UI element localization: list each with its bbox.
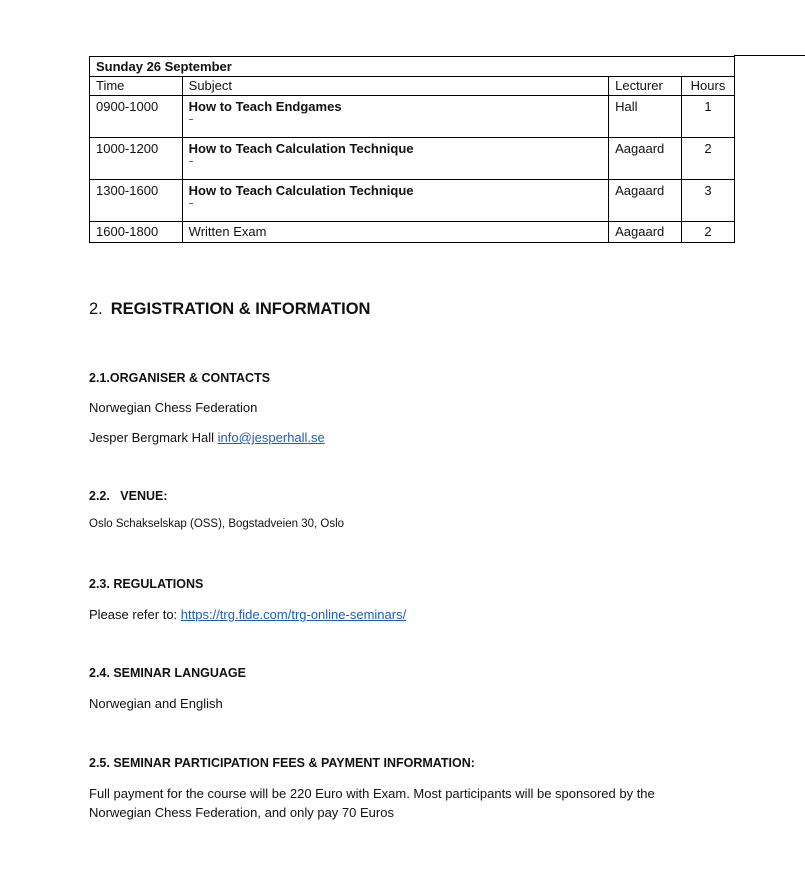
table-row (90, 222, 735, 243)
table-row (90, 180, 735, 222)
cell-subject (182, 138, 608, 180)
cell-subject (182, 96, 608, 138)
header-lecturer: Lecturer (609, 77, 682, 96)
cell-hours: 2 (682, 138, 735, 180)
table-row (90, 96, 735, 138)
cell-lecturer: Aagaard (609, 180, 682, 222)
cell-lecturer: Hall (609, 96, 682, 138)
cell-lecturer: Aagaard (609, 138, 682, 180)
header-subject: Subject (182, 77, 608, 96)
fees-line-2: Norwegian Chess Federation, and only pay 70 Euros (89, 805, 394, 820)
cell-subject: Written Exam (182, 222, 608, 243)
language-text: Norwegian and English (89, 696, 223, 711)
venue-text: Oslo Schakselskap (OSS), Bogstadveien 30, Oslo (89, 518, 345, 530)
subject-text: How to Teach Calculation Technique (188, 141, 414, 156)
cell-subject (182, 180, 608, 222)
section-number: 2. (89, 300, 103, 318)
schedule-table (89, 56, 735, 243)
cell-time: 1600-1800 (90, 222, 183, 243)
subject-text: How to Teach Calculation Technique (188, 183, 414, 198)
header-hours: Hours (682, 77, 735, 96)
organiser-contact (89, 430, 325, 445)
fees-line-1: Full payment for the course will be 220 Euro with Exam. Most participants will be sponsored by the (89, 786, 655, 801)
venue-heading: 2.2. VENUE: (89, 489, 168, 503)
schedule-date-row (90, 57, 735, 77)
language-heading: 2.4. SEMINAR LANGUAGE (89, 666, 246, 680)
cell-hours: 2 (682, 222, 735, 243)
cell-hours: 1 (682, 96, 735, 138)
schedule-date: Sunday 26 September (90, 57, 735, 77)
cell-time: 0900-1000 (90, 96, 183, 138)
section-title: REGISTRATION & INFORMATION (110, 300, 371, 318)
schedule-header-row (90, 77, 735, 96)
table-row (90, 138, 735, 180)
subject-text: How to Teach Endgames (188, 99, 342, 114)
regulations-prefix: Please refer to: (89, 607, 178, 622)
cell-time: 1000-1200 (90, 138, 183, 180)
cell-lecturer: Aagaard (609, 222, 682, 243)
cell-hours: 3 (682, 180, 735, 222)
regulations-link[interactable]: https://trg.fide.com/trg-online-seminars/ (180, 607, 407, 622)
link-marker (189, 161, 193, 162)
section-heading (89, 300, 370, 319)
header-rule (734, 55, 805, 56)
cell-time: 1300-1600 (90, 180, 183, 222)
organiser-org: Norwegian Chess Federation (89, 400, 258, 415)
link-marker (189, 203, 193, 204)
contact-name: Jesper Bergmark Hall (89, 430, 214, 445)
fees-heading: 2.5. SEMINAR PARTICIPATION FEES & PAYMENT INFORMATION: (89, 756, 475, 770)
regulations-heading: 2.3. REGULATIONS (89, 577, 204, 591)
link-marker (189, 119, 193, 120)
organiser-heading: 2.1.ORGANISER & CONTACTS (89, 371, 271, 385)
header-time: Time (90, 77, 183, 96)
contact-email-link[interactable]: info@jesperhall.se (217, 430, 325, 445)
regulations-text (89, 607, 406, 622)
